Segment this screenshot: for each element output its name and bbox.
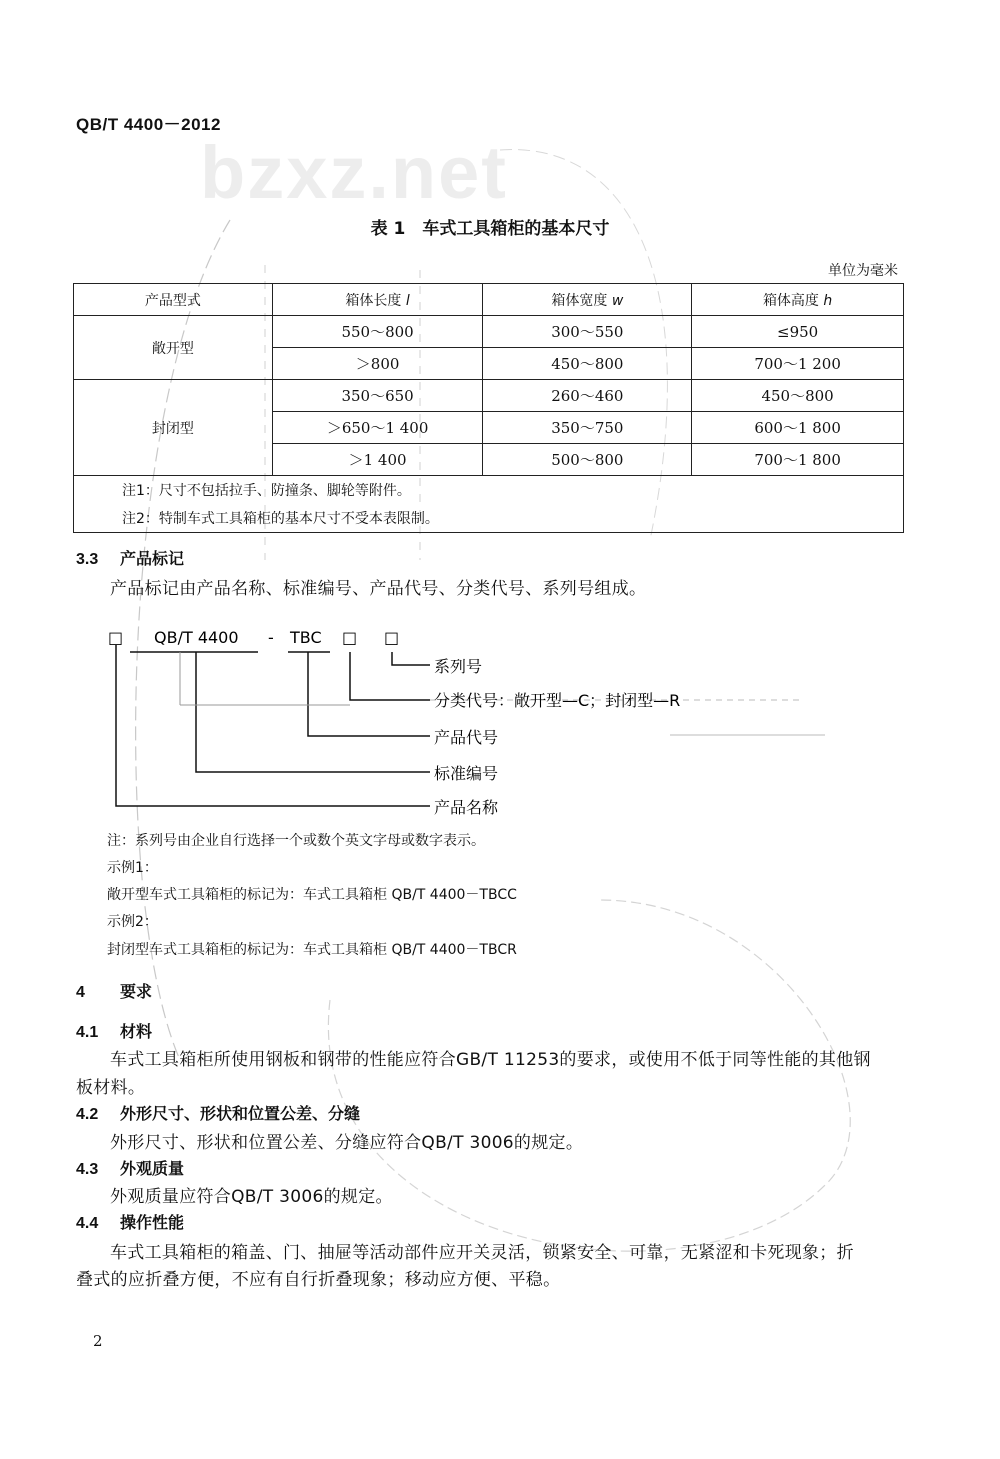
marking-note: 注：系列号由企业自行选择一个或数个英文字母或数字表示。 [107, 833, 485, 849]
section-4-1-line-2: 板材料。 [76, 1078, 146, 1098]
marking-diagram [0, 620, 1000, 820]
table-header-row [74, 284, 904, 316]
width-cell: 300～550 [483, 316, 692, 348]
section-4-4-heading: 4.4 操作性能 [76, 1213, 185, 1232]
header-product-type: 产品型式 [74, 284, 273, 316]
label-product-name: 产品名称 [434, 798, 499, 817]
width-cell: 500～800 [483, 444, 692, 476]
section-4-1-heading: 4.1 材料 [76, 1022, 153, 1041]
header-height: 箱体高度 h [692, 284, 904, 316]
width-cell: 350～750 [483, 412, 692, 444]
section-4-2-heading: 4.2 外形尺寸、形状和位置公差、分缝 [76, 1104, 361, 1123]
section-3-3-intro: 产品标记由产品名称、标准编号、产品代号、分类代号、系列号组成。 [110, 579, 647, 599]
length-cell: ＞1 400 [272, 444, 483, 476]
table-note-2: 注2：特制车式工具箱柜的基本尺寸不受本表限制。 [74, 504, 904, 533]
label-series: 系列号 [434, 657, 483, 676]
height-cell: 450～800 [692, 380, 904, 412]
label-product-code: 产品代号 [434, 728, 499, 747]
table-unit: 单位为毫米 [828, 263, 898, 279]
section-4-4-line-1: 车式工具箱柜的箱盖、门、抽屉等活动部件应开关灵活，锁紧安全、可靠，无紧涩和卡死现象；折 [110, 1243, 854, 1263]
table-note-row [74, 504, 904, 533]
width-cell: 450～800 [483, 348, 692, 380]
height-cell: 700～1 800 [692, 444, 904, 476]
category-placeholder-box: □ [342, 628, 358, 647]
table-note-row [74, 476, 904, 505]
table-row [74, 380, 904, 412]
table-note-1: 注1：尺寸不包括拉手、防撞条、脚轮等附件。 [74, 476, 904, 505]
length-cell: 350～650 [272, 380, 483, 412]
page-number: 2 [93, 1332, 103, 1350]
example-1-label: 示例1： [107, 860, 158, 876]
dimensions-table [73, 283, 904, 533]
example-2-label: 示例2： [107, 914, 158, 930]
header-length: 箱体长度 l [272, 284, 483, 316]
section-4-3-heading: 4.3 外观质量 [76, 1159, 185, 1178]
table-row [74, 316, 904, 348]
height-cell: ≤950 [692, 316, 904, 348]
example-1-text: 敞开型车式工具箱柜的标记为：车式工具箱柜 QB/T 4400－TBCC [107, 887, 517, 903]
section-4-4-line-2: 叠式的应折叠方便，不应有自行折叠现象；移动应方便、平稳。 [76, 1270, 561, 1290]
diagram-dash: - [268, 628, 274, 647]
label-standard-no: 标准编号 [434, 764, 499, 783]
example-2-text: 封闭型车式工具箱柜的标记为：车式工具箱柜 QB/T 4400－TBCR [107, 942, 517, 958]
section-4-1-line-1: 车式工具箱柜所使用钢板和钢带的性能应符合GB/T 11253的要求，或使用不低于同等性能的其他钢 [110, 1050, 871, 1070]
type-cell: 敞开型 [74, 316, 273, 380]
header-width: 箱体宽度 w [483, 284, 692, 316]
label-category: 分类代号：敞开型—C；封闭型—R [434, 691, 681, 710]
section-4-2-text: 外形尺寸、形状和位置公差、分缝应符合QB/T 3006的规定。 [110, 1133, 584, 1153]
section-4-heading: 4 要求 [76, 982, 153, 1001]
standard-code: QB/T 4400－2012 [76, 115, 221, 134]
watermark: bzxz.net [200, 131, 508, 214]
length-cell: 550～800 [272, 316, 483, 348]
width-cell: 260～460 [483, 380, 692, 412]
name-placeholder-box: □ [108, 628, 124, 647]
section-4-3-text: 外观质量应符合QB/T 3006的规定。 [110, 1187, 393, 1207]
series-placeholder-box: □ [384, 628, 400, 647]
height-cell: 700～1 200 [692, 348, 904, 380]
section-3-3-heading: 3.3 产品标记 [76, 549, 185, 568]
height-cell: 600～1 800 [692, 412, 904, 444]
length-cell: ＞800 [272, 348, 483, 380]
length-cell: ＞650～1 400 [272, 412, 483, 444]
diagram-code: TBC [290, 628, 322, 647]
table-title: 表 1 车式工具箱柜的基本尺寸 [370, 219, 610, 239]
type-cell: 封闭型 [74, 380, 273, 476]
diagram-standard: QB/T 4400 [154, 628, 239, 647]
